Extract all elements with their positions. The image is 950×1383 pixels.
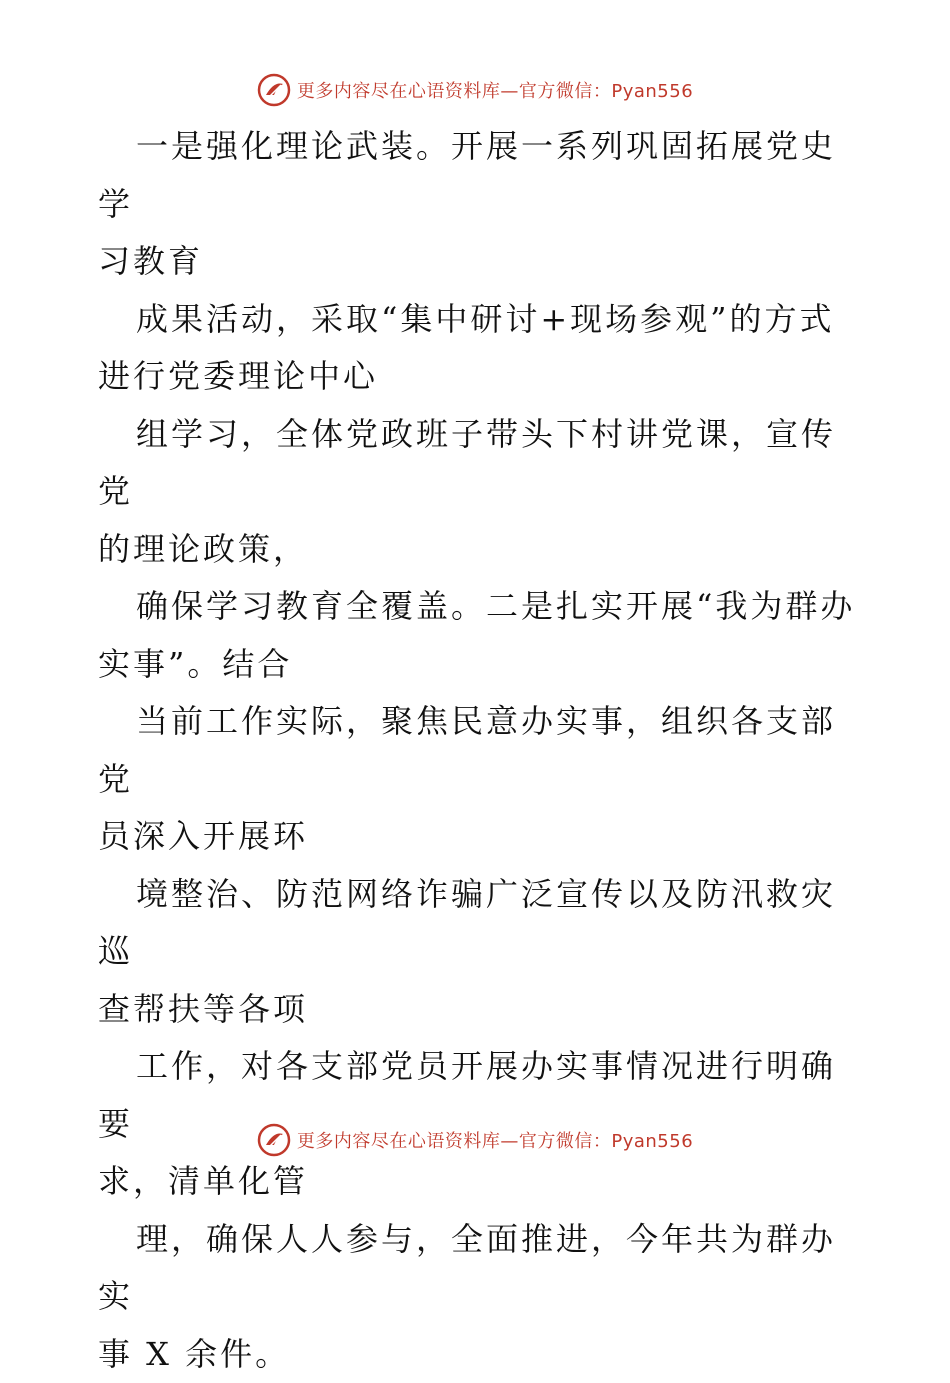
paragraph-line: 境整治、防范网络诈骗广泛宣传以及防汛救灾巡 [98,875,836,971]
paragraph-line: 事 X 余件。 [98,1335,290,1373]
paragraph-line: 确保学习教育全覆盖。二是扎实开展“我为群办 [98,587,855,625]
paragraph-line: 理，确保人人参与，全面推进，今年共为群办实 [98,1220,836,1316]
document-body [98,118,858,1383]
paragraph-line: 一是强化理论武装。开展一系列巩固拓展党史学 [98,127,836,223]
paragraph-line: 成果活动，采取“集中研讨+现场参观”的方式 [98,300,835,338]
paragraph [98,693,858,866]
paragraph [98,578,858,693]
paragraph [98,118,858,291]
paragraph [98,866,858,1039]
paragraph-line: 组学习，全体党政班子带头下村讲党课，宣传党 [98,415,836,511]
paragraph-line: 的理论政策， [98,530,308,568]
paragraph [98,291,858,406]
paragraph-line: 工作，对各支部党员开展办实事情况进行明确要 [98,1047,836,1143]
footer-banner [0,1120,950,1160]
paragraph-line: 当前工作实际，聚焦民意办实事，组织各支部党 [98,702,836,798]
paragraph-line: 员深入开展环 [98,817,308,855]
footer-banner-text: 更多内容尽在心语资料库—官方微信：Pyan556 [297,1127,693,1153]
header-banner [0,70,950,110]
paragraph-line: 实事”。结合 [98,645,292,683]
brand-logo-icon [257,73,291,107]
paragraph-line: 查帮扶等各项 [98,990,308,1028]
paragraph [98,1211,858,1383]
header-banner-text: 更多内容尽在心语资料库—官方微信：Pyan556 [297,77,693,103]
paragraph-line: 习教育 [98,242,203,280]
paragraph [98,406,858,579]
paragraph-line: 进行党委理论中心 [98,357,378,395]
brand-logo-icon [257,1123,291,1157]
paragraph-line: 求，清单化管 [98,1162,308,1200]
